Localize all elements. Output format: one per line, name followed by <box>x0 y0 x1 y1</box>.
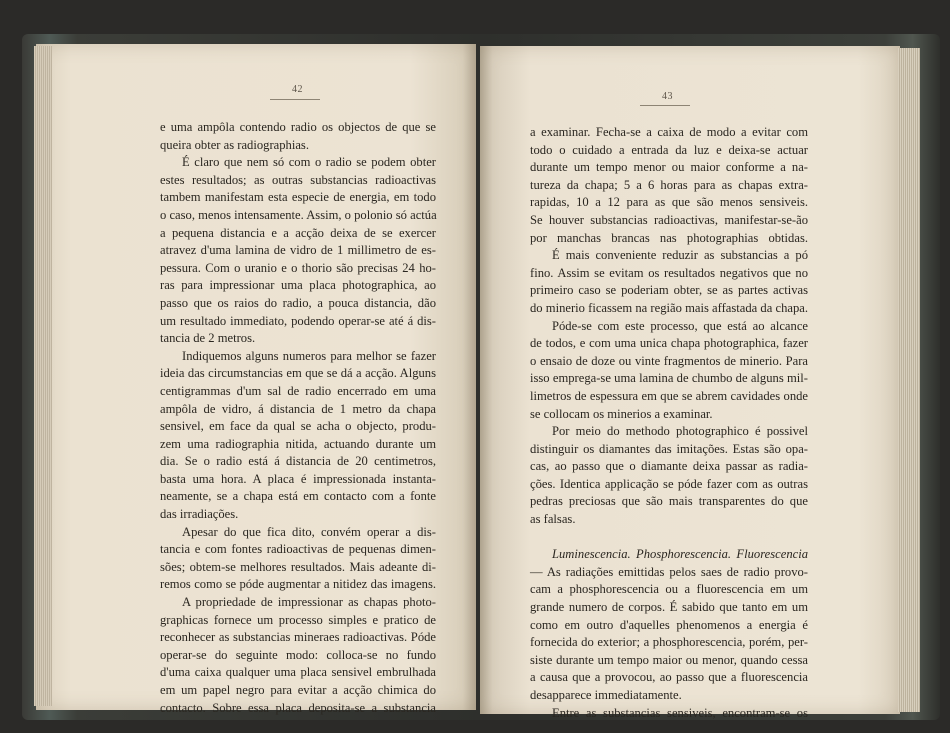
left-page-text-line: ideia das circumstancias em que se dá a acção. Alguns <box>160 366 436 381</box>
left-page-text-line: neamente, se a chapa está em contacto com a fonte <box>160 489 436 504</box>
left-page-text-line: e uma ampôla contendo radio os objectos de que se <box>160 120 436 134</box>
right-page-text-line: cas, ao passo que o diamante deixa passar as radia- <box>530 459 808 474</box>
left-page-text-line: tambem manifestam esta especie de energia, em todo <box>160 190 436 205</box>
left-page-body <box>160 119 436 717</box>
right-page-text-line: Póde-se com este processo, que está ao alcance <box>552 318 808 333</box>
left-page-text-line: Indiquemos alguns numeros para melhor se fazer <box>182 348 436 363</box>
right-page-text-line: todo o cuidado a entrada da luz e deixa-se actuar <box>530 142 808 157</box>
right-page-text-line: Luminescencia. Phosphorescencia. Fluorescencia <box>552 547 808 562</box>
right-page-text-line: primeiro caso se poderiam obter, se as partes activas <box>530 283 808 298</box>
left-page-text-line: A propriedade de impressionar as chapas photo- <box>182 595 436 610</box>
left-page-text-line: passo que os raios do radio, a pouca distancia, dão <box>160 295 436 310</box>
right-page-text-line: a causa que a provocou, ao passo que a fluorescencia <box>530 670 808 685</box>
right-page-text-line: tureza da chapa; 5 a 6 horas para as chapas extra- <box>530 177 808 192</box>
left-page-text-line: zem uma radiographia nitida, actuando durante um <box>160 436 436 451</box>
right-page-text-line: as falsas. <box>530 512 576 527</box>
left-page-text-line: graphicas fornece um processo simples e pratico de <box>160 612 436 627</box>
left-page-text-line: contacto. Sobre essa placa deposita-se a substancia <box>160 700 436 715</box>
left-page-text-line: sensivel, em face da qual se acha o objecto, produ- <box>160 419 436 434</box>
left-page-text-line: a pequena distancia e a acção deixa de se exercer <box>160 225 436 240</box>
right-page-text-line: como em outro d'aquelles phenomenos a energia é <box>530 617 808 632</box>
right-page-text-line: grande numero de corpos. É sabido que tanto em um <box>530 600 808 615</box>
right-page-text-line <box>530 529 808 547</box>
right-page-text-line: do minerio ficassem na região mais affastada da chapa. <box>530 300 808 315</box>
right-header-rule <box>640 105 690 106</box>
right-page-number: 43 <box>662 91 673 102</box>
left-page-text-line: basta uma hora. A placa é impressionada instanta- <box>160 471 436 486</box>
left-page-text-line: ampôla de vidro, á distancia de 1 metro da chapa <box>160 401 436 416</box>
left-page-text-line: remos como se póde augmentar a nitidez das imagens. <box>160 577 436 592</box>
right-page-text-line: limetros de espessura em que se abrem cavidades onde <box>530 388 808 403</box>
left-page-text-line: sões; obtem-se melhores resultados. Mais adeante di- <box>160 559 436 574</box>
left-page-text-line: em um papel negro para evitar a acção chimica do <box>160 683 436 697</box>
right-page-text-line: — As radiações emittidas pelos saes de radio provo- <box>530 564 808 579</box>
left-page-text-line: pessura. Com o uranio e o thorio são precisas 24 ho- <box>160 260 436 275</box>
left-page-number: 42 <box>292 84 303 95</box>
right-page-text-line: distinguir os diamantes das imitações. Estas são opa- <box>530 441 808 456</box>
left-header-rule <box>270 99 320 100</box>
left-page-text-line: ras para impressionar uma placa photographica, ao <box>160 278 436 293</box>
right-page-text-line: Entre as substancias sensiveis, encontram-se os <box>552 705 808 720</box>
left-page-text-line: tancia e com fontes radioactivas de pequenas dimen- <box>160 542 436 557</box>
left-page-text-line: queira obter as radiographias. <box>160 137 309 152</box>
right-page-text-line: rapidas, 10 a 12 para as que são menos sensiveis. <box>530 195 808 210</box>
right-page-text-line: isso emprega-se uma lamina de chumbo de alguns mil- <box>530 371 808 386</box>
left-page-text-line: estes resultados; as outras substancias radioactivas <box>160 172 436 187</box>
right-page-text-line: cam a phosphorescencia ou a fluorescencia em um <box>530 582 808 597</box>
right-page-text-line: se collocam os minerios a examinar. <box>530 406 713 421</box>
right-page-text-line: É mais conveniente reduzir as substancias a pó <box>552 248 808 263</box>
right-page-text-line: pedras preciosas que são mais transparentes do que <box>530 494 808 509</box>
left-page-text-line: reconhecer as substancias mineraes radioactivas. Póde <box>160 630 436 645</box>
left-page-text-line: Apesar do que fica dito, convém operar a dis- <box>182 524 436 539</box>
left-page-text-line: d'uma caixa qualquer uma placa sensivel embrulhada <box>160 665 436 680</box>
left-page-text-line: centigrammas d'um sal de radio encerrado em uma <box>160 383 436 398</box>
right-page-text-line: fornecida do exterior; a phosphorescencia, porém, per- <box>530 635 808 650</box>
right-page-edges <box>898 48 920 712</box>
right-page-text-line: de todos, e com uma unica chapa photographica, fazer <box>530 336 808 351</box>
left-page-text-line: operar-se do seguinte modo: colloca-se no fundo <box>160 647 436 662</box>
right-page-text-line: o ensaio de doze ou vinte fragmentos de minerio. Para <box>530 353 808 368</box>
right-page-text-line: por manchas brancas nas photographias obtidas. <box>530 230 808 245</box>
left-page-text-line: um resultado immediato, podendo operar-se até á dis- <box>160 313 436 328</box>
right-page-text-line: a examinar. Fecha-se a caixa de modo a evitar com <box>530 125 808 139</box>
right-page-text-line: Por meio do methodo photographico é possivel <box>552 424 808 439</box>
left-page-edges <box>34 46 52 706</box>
left-page-text-line: atravez d'uma lamina de vidro de 1 millimetro de es- <box>160 243 436 258</box>
right-page-text-line: fino. Assim se evitam os resultados negativos que no <box>530 265 808 280</box>
right-page-text-line: desapparece immediatamente. <box>530 688 682 702</box>
right-page-body <box>530 124 808 722</box>
left-page-text-line: das irradiações. <box>160 507 239 522</box>
right-page-text-line: siste durante um tempo maior ou menor, quando cessa <box>530 652 808 667</box>
right-page-text-line: Se houver substancias radioactivas, manifestar-se-ão <box>530 212 808 227</box>
left-page-text-line: É claro que nem só com o radio se podem obter <box>182 155 436 170</box>
right-page-text-line: durante um tempo menor ou maior conforme a na- <box>530 160 808 175</box>
right-page-text-line: ções. Identica applicação se póde fazer com as outras <box>530 476 808 491</box>
left-page-text-line: tancia de 2 metros. <box>160 331 256 346</box>
left-page-text-line: dia. Se o radio está á distancia de 20 centimetros, <box>160 454 436 469</box>
left-page-text-line: o caso, menos intensamente. Assim, o polonio só actúa <box>160 207 437 222</box>
